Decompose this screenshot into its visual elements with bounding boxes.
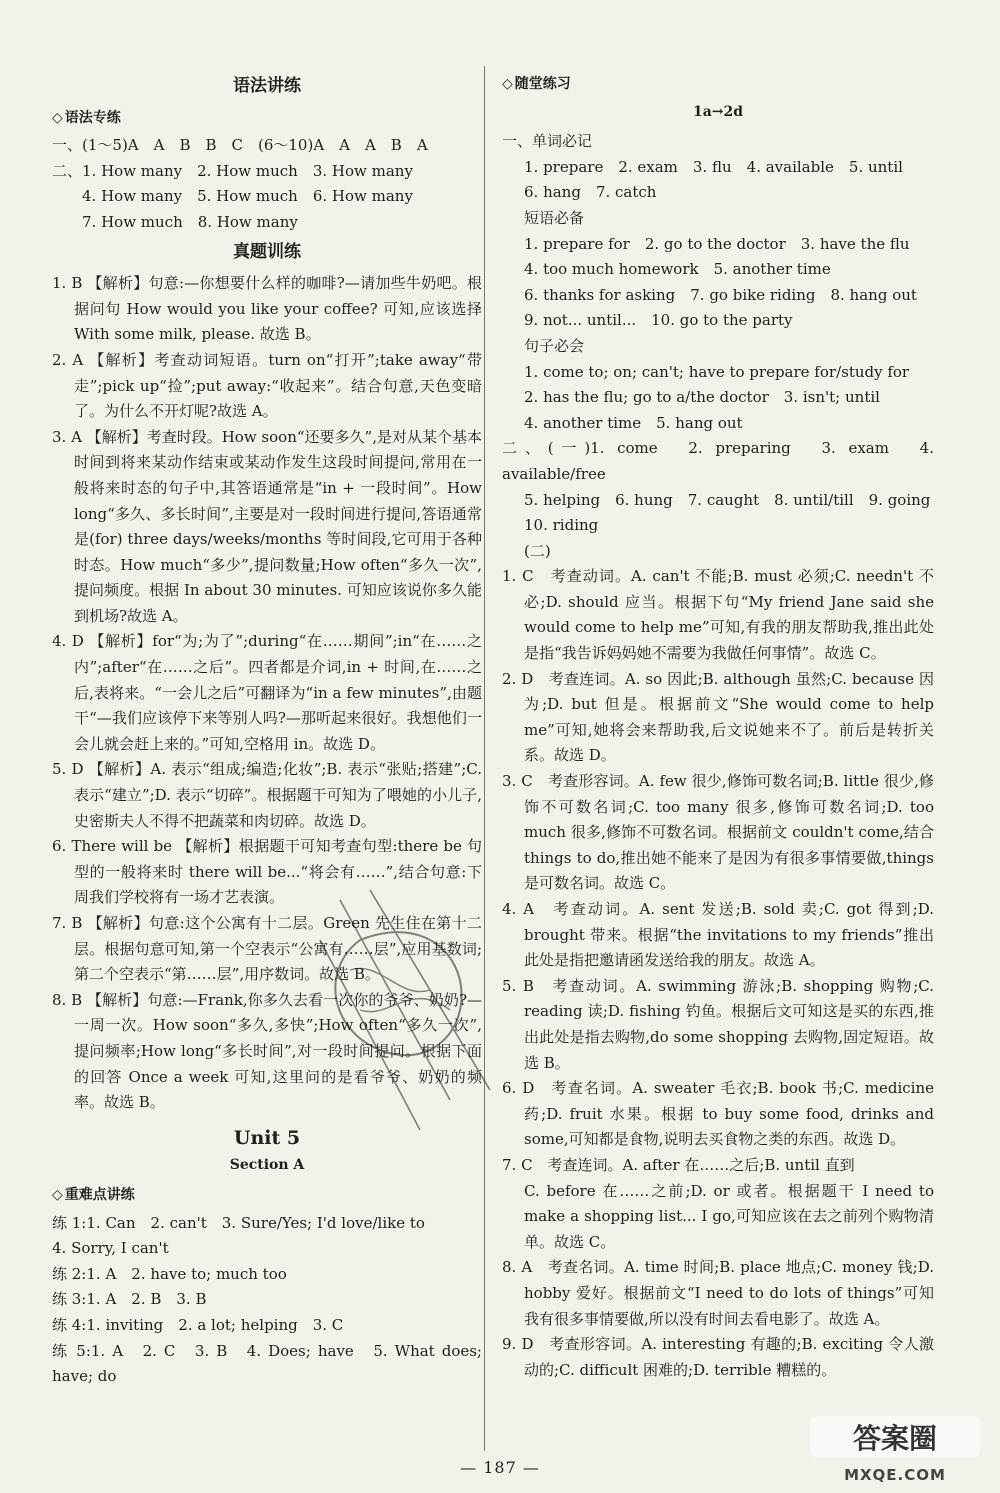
svg-text:MXQE.COM: MXQE.COM <box>844 1466 946 1484</box>
left-column <box>52 70 482 1390</box>
answer-line: 4. another time 5. hang out <box>524 413 743 432</box>
section-header-key-points <box>52 1183 482 1209</box>
answer-item: 5. D 【解析】A. 表示“组成;编造;化妆”;B. 表示“张贴;搭建”;C. 表示“建立”;D. 表示“切碎”。根据题干可知为了喂她的小儿子,史密斯夫人不得不把蔬菜和肉切碎。故选 D。 <box>52 760 482 830</box>
answer-line: 4. How many 5. How much 6. How many <box>82 187 413 206</box>
section-title: Section A <box>229 1157 305 1174</box>
practice-line: 练 2:1. A 2. have to; much too <box>52 1264 287 1283</box>
answer-line: 1. come to; on; can't; have to prepare for/study for <box>524 362 910 381</box>
answer-item: 1. B 【解析】句意:—你想要什么样的咖啡?—请加些牛奶吧。根据问句 How would you like your coffee? 可知,应该选择 With some milk, please. 故选 B。 <box>52 274 483 344</box>
answer-line: 一、(1～5)A A B B C (6～10)A A A B A <box>52 136 428 155</box>
diamond-icon: ◇ <box>52 109 63 126</box>
section-header-classroom <box>502 72 934 98</box>
answer-line: 1. prepare for 2. go to the doctor 3. have the flu <box>524 234 910 253</box>
handwritten-scribble <box>300 880 510 1140</box>
section-label: 随堂练习 <box>514 76 571 92</box>
practice-line: 练 5:1. A 2. C 3. B 4. Does; have 5. What does; have; do <box>52 1341 482 1386</box>
answer-item: 2. A 【解析】考查动词短语。turn on“打开”;take away“带走”;pick up“捡”;put away:“收起来”。结合句意,天色变暗了。为什么不开灯呢?故选 A。 <box>52 350 482 421</box>
heading-line: 句子必会 <box>524 336 585 355</box>
practice-line: 练 4:1. inviting 2. a lot; helping 3. C <box>52 1315 344 1334</box>
answer-line: 2. has the flu; go to a/the doctor 3. isn't; until <box>524 388 880 407</box>
answer-line: 4. too much homework 5. another time <box>524 260 831 279</box>
answer-item: 8. B 【解析】句意:—Frank,你多久去看一次你的爷爷、奶奶?—一周一次。How soon“多久,多快”;How often“多久一次”,提问频率;How long“多长时间”,对一段时间提问。根据下面的回答 Once a week 可知,这里问的是看爷爷、奶奶的频率。故选 B。 <box>52 990 482 1112</box>
answer-item: 2. D 考查连词。A. so 因此;B. although 虽然;C. because 因为;D. but 但是。根据前文“She would come to help me”可知,她将会来帮助我,后文说她来不了。前后是转折关系。故选 D。 <box>502 669 934 765</box>
answer-line: 6. thanks for asking 7. go bike riding 8. hang out <box>524 285 917 304</box>
heading-line: 短语必备 <box>524 208 585 227</box>
page-number: — 187 — <box>460 1458 540 1477</box>
real-exam-title: 真题训练 <box>233 241 301 262</box>
heading-line: 一、单词必记 <box>502 132 593 151</box>
answer-item: 7. B 【解析】句意:这个公寓有十二层。Green 先生住在第十二层。根据句意可知,第一个空表示“公寓有……层”,应用基数词;第二个空表示“第……层”,用序数词。故选 B。 <box>52 914 482 984</box>
answer-item: C. before 在……之前;D. or 或者。根据题干 I need to make a shopping list... I go,可知应该在去之前列个购物清单。故选 C。 <box>524 1181 934 1251</box>
answer-item: 9. D 考查形容词。A. interesting 有趣的;B. exciting 令人激动的;C. difficult 困难的;D. terrible 糟糕的。 <box>502 1335 934 1379</box>
practice-line: 练 1:1. Can 2. can't 3. Sure/Yes; I'd love/like to <box>52 1213 425 1232</box>
section-header-grammar <box>52 106 482 132</box>
unit-title: Unit 5 <box>233 1126 301 1149</box>
answer-item: 6. There will be 【解析】根据题干可知考查句型:there be 句型的一般将来时 there will be...“将会有……”,结合句意:下周我们学校将有一场才艺表演。 <box>52 837 482 907</box>
answer-line: 7. How much 8. How many <box>82 212 298 231</box>
svg-text:答案圈: 答案圈 <box>852 1422 938 1455</box>
answer-item: 7. C 考查连词。A. after 在……之后;B. until 直到 <box>502 1155 855 1174</box>
answer-item: 6. D 考查名词。A. sweater 毛衣;B. book 书;C. medicine 药;D. fruit 水果。根据 to buy some food, drinks and some,可知都是食物,说明去买食物之类的东西。故选 D。 <box>502 1079 934 1149</box>
answer-item: 4. D 【解析】for“为;为了”;during“在……期间”;in“在……之内”;after“在……之后”。四者都是介词,in + 时间,在……之后,表将来。“一会儿之后”可翻译为“in a few minutes”,由题干“—我们应该停下来等别人吗?—那听起来很好。我想他们一会儿就会赶上来的。”可知,空格用 in。故选 D。 <box>52 632 482 753</box>
section-label: 重难点讲练 <box>64 1186 135 1203</box>
answer-item: 3. C 考查形容词。A. few 很少,修饰可数名词;B. little 很少,修饰不可数名词;C. too many 很多,修饰可数名词;D. too much 很多,修饰不可数名词。根据前文 couldn't come,结合 things to do,推出她不能来了是因为有很多事情要做,things 是可数名词。故选 C。 <box>502 772 934 893</box>
practice-line: 4. Sorry, I can't <box>52 1239 169 1258</box>
answer-line: 9. not... until... 10. go to the party <box>524 311 793 330</box>
grammar-practice-title: 语法讲练 <box>233 76 301 96</box>
answer-item: 3. A 【解析】考查时段。How soon“还要多久”,是对从某个基本时间到将来某动作结束或某动作发生这段时间提问,常用在一般将来时态的句子中,其答语通常是“in + 一段时间”。How long“多久、多长时间”,主要是对一段时间进行提问,答语通常是(for) three days/weeks/months 等时间段,它可用于各种时态。How much“多少”,提问数量;How often“多久一次”,提问频度。根据 In about 30 minutes. 可知应该说你多久能到机场?故选 A。 <box>52 427 482 625</box>
answer-line: 1. prepare 2. exam 3. flu 4. available 5. until <box>524 157 903 176</box>
answer-item: 4. A 考查动词。A. sent 发送;B. sold 卖;C. got 得到;D. brought 带来。根据“the invitations to my friends”推出此处是指把邀请函发送给我的朋友。故选 A。 <box>502 900 934 970</box>
answer-item: 5. B 考查动词。A. swimming 游泳;B. shopping 购物;C. reading 读;D. fishing 钓鱼。根据后文可知这是买的东西,推出此处是指去购物,do some shopping 去购物,固定短语。故选 B。 <box>502 976 934 1072</box>
column-divider <box>484 66 485 1451</box>
answer-item: 1. C 考查动词。A. can't 不能;B. must 必须;C. needn't 不必;D. should 应当。根据下句“My friend Jane said she would come to help me”可知,有我的朋友帮助我,推出此处是指“我告诉妈妈她不需要为我做任何事情”。故选 C。 <box>502 567 934 663</box>
lesson-range: 1a→2d <box>692 103 744 120</box>
diamond-icon: ◇ <box>52 1186 63 1203</box>
diamond-icon: ◇ <box>502 76 513 92</box>
answer-line: 5. helping 6. hung 7. caught 8. until/till 9. going <box>524 490 931 509</box>
answer-line: 6. hang 7. catch <box>524 183 657 202</box>
answer-item: 8. A 考查名词。A. time 时间;B. place 地点;C. money 钱;D. hobby 爱好。根据前文“I need to do lots of things”可知我有很多事情要做,所以没有时间去看电影了。故选 A。 <box>502 1258 934 1328</box>
section-label: 语法专练 <box>64 109 121 126</box>
right-column <box>502 70 934 1383</box>
answer-line: (二) <box>524 541 551 560</box>
practice-line: 练 3:1. A 2. B 3. B <box>52 1290 207 1309</box>
watermark-logo <box>800 1410 990 1490</box>
answer-line: 二、1. How many 2. How much 3. How many <box>52 161 413 180</box>
answer-line: 二、(一)1. come 2. preparing 3. exam 4. available/free <box>502 439 934 483</box>
answer-line: 10. riding <box>524 516 599 535</box>
